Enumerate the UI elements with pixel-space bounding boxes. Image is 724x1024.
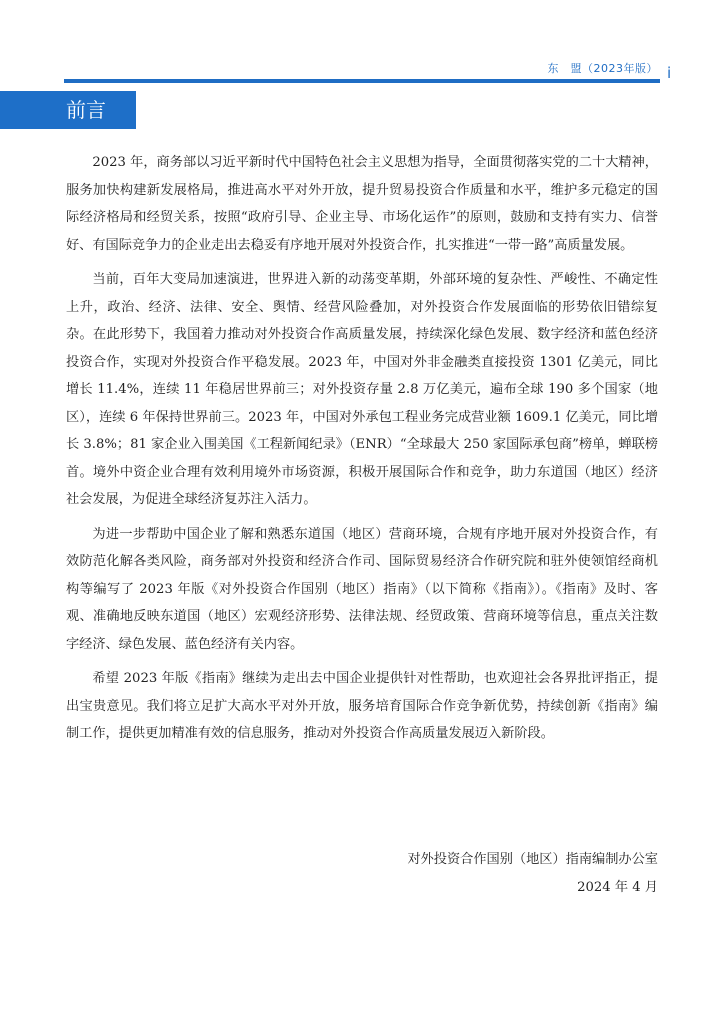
preface-body: [66, 149, 658, 755]
running-header-title: 东 盟（2023年版）: [547, 62, 658, 75]
header-rule: [64, 79, 660, 83]
page-number: i: [667, 64, 672, 82]
signature-block: [0, 846, 658, 902]
signature-org: 对外投资合作国别（地区）指南编制办公室: [407, 852, 658, 867]
section-title: 前言: [66, 98, 106, 122]
paragraph-3: 为进一步帮助中国企业了解和熟悉东道国（地区）营商环境，合规有序地开展对外投资合作，有效防范化解各类风险，商务部对外投资和经济合作司、国际贸易经济合作研究院和驻外使领馆经商机构等编写了 2023 年版《对外投资合作国别（地区）指南》（以下简称《指南》）。《指南》及时、客观、准确地反映东道国（地区）宏观经济形势、法律法规、经贸政策、营商环境等信息，重点关注数字经济、绿色发展、蓝色经济有关内容。: [66, 526, 658, 652]
paragraph-1: 2023 年，商务部以习近平新时代中国特色社会主义思想为指导，全面贯彻落实党的二十大精神，服务加快构建新发展格局，推进高水平对外开放，提升贸易投资合作质量和水平，维护多元稳定的国际经济格局和经贸关系，按照“政府引导、企业主导、市场化运作”的原则，鼓励和支持有实力、信誉好、有国际竞争力的企业走出去稳妥有序地开展对外投资合作，扎实推进“一带一路”高质量发展。: [66, 155, 658, 253]
signature-date: 2024 年 4 月: [577, 880, 658, 895]
section-title-tab: [0, 91, 136, 129]
paragraph-2: 当前，百年大变局加速演进，世界进入新的动荡变革期，外部环境的复杂性、严峻性、不确定性上升，政治、经济、法律、安全、舆情、经营风险叠加，对外投资合作发展面临的形势依旧错综复杂。在此形势下，我国着力推动对外投资合作高质量发展，持续深化绿色发展、数字经济和蓝色经济投资合作，实现对外投资合作平稳发展。2023 年，中国对外非金融类直接投资 1301 亿美元，同比增长 11.4%，连续 11 年稳居世界前三；对外投资存量 2.8 万亿美元，遍布全球 190 多个国家（地区），连续 6 年保持世界前三。2023 年，中国对外承包工程业务完成营业额 1609.1 亿美元，同比增长 3.8%；81 家企业入围美国《工程新闻纪录》（ENR）“全球最大 250 家国际承包商”榜单，蝉联榜首。境外中资企业合理有效利用境外市场资源，积极开展国际合作和竞争，助力东道国（地区）经济社会发展，为促进全球经济复苏注入活力。: [66, 272, 658, 507]
paragraph-4: 希望 2023 年版《指南》继续为走出去中国企业提供针对性帮助，也欢迎社会各界批评指正，提出宝贵意见。我们将立足扩大高水平对外开放，服务培育国际合作竞争新优势，持续创新《指南》编制工作，提供更加精准有效的信息服务，推动对外投资合作高质量发展迈入新阶段。: [66, 671, 658, 741]
